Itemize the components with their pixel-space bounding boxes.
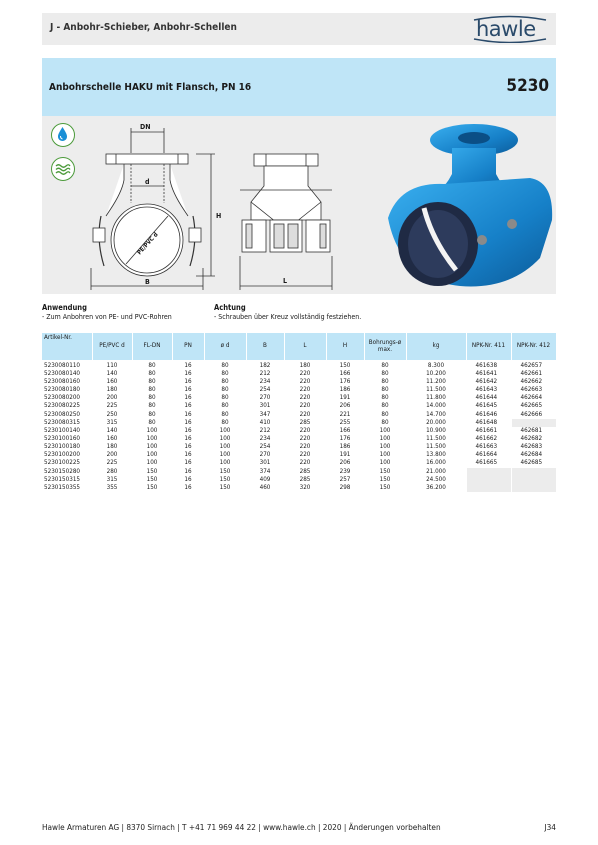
table-row xyxy=(42,451,556,459)
table-cell: 461662 xyxy=(466,435,511,443)
table-header: L xyxy=(284,333,326,360)
table-cell: 410 xyxy=(246,419,284,427)
table-cell: 16 xyxy=(172,378,204,386)
table-row xyxy=(42,370,556,378)
table-cell: 80 xyxy=(204,370,246,378)
water-drop-icon xyxy=(51,123,75,147)
table-cell xyxy=(466,484,511,492)
table-cell: 150 xyxy=(364,476,406,484)
table-cell: 460 xyxy=(246,484,284,492)
table-cell: 16 xyxy=(172,403,204,411)
table-cell: 100 xyxy=(364,451,406,459)
table-row xyxy=(42,443,556,451)
page-footer xyxy=(42,822,556,832)
table-cell: 5230150280 xyxy=(42,468,92,476)
anwendung-block xyxy=(42,304,172,321)
l-label: L xyxy=(283,277,288,285)
table-cell: 462661 xyxy=(511,370,556,378)
table-cell: 11.500 xyxy=(406,435,466,443)
product-name: Anbohrschelle HAKU mit Flansch, PN 16 xyxy=(49,82,252,93)
table-cell: 280 xyxy=(92,468,132,476)
table-cell: 80 xyxy=(132,360,172,370)
table-cell: 80 xyxy=(364,386,406,394)
table-cell: 80 xyxy=(364,411,406,419)
table-cell: 16 xyxy=(172,451,204,459)
table-cell: 220 xyxy=(284,370,326,378)
table-cell: 150 xyxy=(364,484,406,492)
dn-label: DN xyxy=(140,123,151,131)
table-cell: 100 xyxy=(364,460,406,468)
table-cell: 80 xyxy=(364,394,406,402)
table-cell: 239 xyxy=(326,468,364,476)
table-cell: 270 xyxy=(246,451,284,459)
table-cell: 5230080110 xyxy=(42,360,92,370)
table-cell: 150 xyxy=(204,476,246,484)
table-cell: 212 xyxy=(246,427,284,435)
table-cell: 462665 xyxy=(511,403,556,411)
table-cell: 100 xyxy=(132,435,172,443)
table-cell: 100 xyxy=(132,460,172,468)
table-cell: 220 xyxy=(284,378,326,386)
table-cell: 100 xyxy=(204,435,246,443)
achtung-block xyxy=(214,304,361,321)
table-cell: 21.000 xyxy=(406,468,466,476)
table-cell: 150 xyxy=(364,468,406,476)
table-cell: 16 xyxy=(172,484,204,492)
category-title: J - Anbohr-Schieber, Anbohr-Schellen xyxy=(50,22,237,33)
table-cell xyxy=(511,484,556,492)
table-cell: 176 xyxy=(326,378,364,386)
table-cell: 80 xyxy=(364,378,406,386)
table-row xyxy=(42,460,556,468)
footer-text: Hawle Armaturen AG | 8370 Sirnach | T +41 71 969 44 22 | www.hawle.ch | 2020 | Änderungen vorbehalten xyxy=(42,822,441,832)
table-cell: 250 xyxy=(92,411,132,419)
table-cell: 461638 xyxy=(466,360,511,370)
table-cell: 150 xyxy=(132,476,172,484)
table-cell: 461648 xyxy=(466,419,511,427)
table-row xyxy=(42,419,556,427)
h-label: H xyxy=(216,212,222,220)
table-cell: 100 xyxy=(364,427,406,435)
product-code: 5230 xyxy=(506,76,549,96)
table-cell: 5230080250 xyxy=(42,411,92,419)
table-cell: 461641 xyxy=(466,370,511,378)
table-cell: 80 xyxy=(364,419,406,427)
table-cell: 301 xyxy=(246,460,284,468)
table-header: Bohrungs-ø max. xyxy=(364,333,406,360)
table-header: FL-DN xyxy=(132,333,172,360)
table-cell: 220 xyxy=(284,394,326,402)
table-cell: 5230080225 xyxy=(42,403,92,411)
table-cell: 176 xyxy=(326,435,364,443)
table-body xyxy=(42,360,556,492)
table-cell: 80 xyxy=(364,370,406,378)
table-cell: 374 xyxy=(246,468,284,476)
table-row xyxy=(42,468,556,476)
table-cell: 320 xyxy=(284,484,326,492)
table-cell: 180 xyxy=(92,386,132,394)
spec-table xyxy=(42,333,557,492)
table-cell: 5230150315 xyxy=(42,476,92,484)
table-cell: 315 xyxy=(92,476,132,484)
table-cell: 16 xyxy=(172,411,204,419)
pe-pvc-d-label: PE/PVC d xyxy=(136,231,160,257)
table-row xyxy=(42,360,556,370)
table-cell: 220 xyxy=(284,451,326,459)
table-cell: 461645 xyxy=(466,403,511,411)
table-header: NPK-Nr. 412 xyxy=(511,333,556,360)
table-cell: 5230100140 xyxy=(42,427,92,435)
product-image-area xyxy=(42,116,556,294)
logo-text: hawle xyxy=(476,17,536,41)
table-cell: 301 xyxy=(246,403,284,411)
table-row xyxy=(42,394,556,402)
table-cell: 150 xyxy=(132,468,172,476)
table-header: kg xyxy=(406,333,466,360)
table-cell: 461663 xyxy=(466,443,511,451)
table-cell: 220 xyxy=(284,435,326,443)
table-cell: 10.200 xyxy=(406,370,466,378)
hawle-logo xyxy=(470,15,550,43)
table-cell: 182 xyxy=(246,360,284,370)
table-cell: 16 xyxy=(172,460,204,468)
table-cell: 100 xyxy=(204,427,246,435)
table-header: H xyxy=(326,333,364,360)
table-cell: 16 xyxy=(172,419,204,427)
table-cell: 100 xyxy=(132,427,172,435)
table-cell: 24.500 xyxy=(406,476,466,484)
table-cell: 220 xyxy=(284,403,326,411)
table-cell: 80 xyxy=(204,394,246,402)
table-cell: 16 xyxy=(172,435,204,443)
table-row xyxy=(42,435,556,443)
table-cell: 5230080180 xyxy=(42,386,92,394)
table-header: B xyxy=(246,333,284,360)
anwendung-title: Anwendung xyxy=(42,303,87,312)
table-cell: 5230080160 xyxy=(42,378,92,386)
table-cell: 5230150355 xyxy=(42,484,92,492)
table-cell: 150 xyxy=(132,484,172,492)
table-cell: 16 xyxy=(172,394,204,402)
table-cell: 5230080140 xyxy=(42,370,92,378)
section-drawing xyxy=(76,118,224,293)
table-cell: 11.800 xyxy=(406,394,466,402)
table-cell: 200 xyxy=(92,394,132,402)
table-row xyxy=(42,427,556,435)
table-cell: 462681 xyxy=(511,427,556,435)
water-wave-icon xyxy=(51,157,75,181)
table-cell: 234 xyxy=(246,378,284,386)
product-photo xyxy=(380,120,556,292)
table-cell: 140 xyxy=(92,370,132,378)
table-cell: 462664 xyxy=(511,394,556,402)
table-row xyxy=(42,476,556,484)
table-cell xyxy=(511,468,556,476)
page-header xyxy=(42,13,556,45)
table-cell: 100 xyxy=(204,451,246,459)
table-cell: 298 xyxy=(326,484,364,492)
table-cell: 16 xyxy=(172,476,204,484)
table-cell: 270 xyxy=(246,394,284,402)
table-cell: 180 xyxy=(284,360,326,370)
b-label: B xyxy=(145,278,150,286)
table-cell: 220 xyxy=(284,443,326,451)
table-cell: 16 xyxy=(172,386,204,394)
table-cell: 16 xyxy=(172,370,204,378)
table-cell: 11.500 xyxy=(406,386,466,394)
table-cell: 225 xyxy=(92,460,132,468)
table-cell xyxy=(466,476,511,484)
table-cell: 80 xyxy=(364,360,406,370)
table-cell: 220 xyxy=(284,411,326,419)
table-row xyxy=(42,411,556,419)
table-cell: 191 xyxy=(326,394,364,402)
table-cell: 5230100225 xyxy=(42,460,92,468)
table-cell: 461665 xyxy=(466,460,511,468)
table-cell: 315 xyxy=(92,419,132,427)
table-cell: 180 xyxy=(92,443,132,451)
table-cell: 80 xyxy=(132,370,172,378)
table-cell: 5230080315 xyxy=(42,419,92,427)
table-cell: 80 xyxy=(204,403,246,411)
table-cell: 212 xyxy=(246,370,284,378)
table-row xyxy=(42,403,556,411)
table-cell: 20.000 xyxy=(406,419,466,427)
table-cell: 220 xyxy=(284,427,326,435)
table-cell: 461661 xyxy=(466,427,511,435)
table-cell xyxy=(511,419,556,427)
table-cell: 462685 xyxy=(511,460,556,468)
table-cell: 5230100200 xyxy=(42,451,92,459)
table-cell xyxy=(511,476,556,484)
page-number: J34 xyxy=(544,822,556,832)
table-cell: 80 xyxy=(132,386,172,394)
table-cell: 100 xyxy=(132,443,172,451)
table-cell: 409 xyxy=(246,476,284,484)
table-cell: 80 xyxy=(132,378,172,386)
table-cell: 80 xyxy=(132,419,172,427)
table-cell: 8.300 xyxy=(406,360,466,370)
table-cell: 5230100180 xyxy=(42,443,92,451)
table-cell: 225 xyxy=(92,403,132,411)
table-cell: 355 xyxy=(92,484,132,492)
table-cell: 462684 xyxy=(511,451,556,459)
table-cell: 80 xyxy=(132,403,172,411)
table-cell: 200 xyxy=(92,451,132,459)
table-cell: 5230080200 xyxy=(42,394,92,402)
achtung-title: Achtung xyxy=(214,303,246,312)
table-cell: 462682 xyxy=(511,435,556,443)
table-cell: 461664 xyxy=(466,451,511,459)
table-cell: 80 xyxy=(204,419,246,427)
side-drawing xyxy=(226,146,346,293)
table-cell: 462666 xyxy=(511,411,556,419)
table-cell: 110 xyxy=(92,360,132,370)
table-cell: 462663 xyxy=(511,386,556,394)
table-cell: 160 xyxy=(92,435,132,443)
table-cell: 160 xyxy=(92,378,132,386)
table-cell: 461643 xyxy=(466,386,511,394)
table-row xyxy=(42,378,556,386)
table-header-row xyxy=(42,333,556,360)
table-cell: 80 xyxy=(204,386,246,394)
table-cell: 186 xyxy=(326,443,364,451)
table-cell: 16 xyxy=(172,468,204,476)
table-cell: 11.200 xyxy=(406,378,466,386)
table-cell: 80 xyxy=(204,360,246,370)
table-cell: 221 xyxy=(326,411,364,419)
table-cell: 220 xyxy=(284,460,326,468)
table-cell: 5230100160 xyxy=(42,435,92,443)
table-cell: 16 xyxy=(172,443,204,451)
table-cell: 100 xyxy=(364,443,406,451)
product-bar xyxy=(42,58,556,116)
table-cell: 257 xyxy=(326,476,364,484)
table-cell: 80 xyxy=(132,411,172,419)
table-header: ø d xyxy=(204,333,246,360)
table-cell: 461646 xyxy=(466,411,511,419)
table-cell: 255 xyxy=(326,419,364,427)
table-row xyxy=(42,386,556,394)
table-cell: 16.000 xyxy=(406,460,466,468)
table-cell: 206 xyxy=(326,460,364,468)
table-cell: 16 xyxy=(172,360,204,370)
table-cell: 80 xyxy=(132,394,172,402)
table-cell: 234 xyxy=(246,435,284,443)
table-header: Artikel-Nr. xyxy=(42,333,92,360)
table-cell: 14.000 xyxy=(406,403,466,411)
table-cell: 150 xyxy=(204,484,246,492)
table-cell: 347 xyxy=(246,411,284,419)
table-cell: 461644 xyxy=(466,394,511,402)
table-header: PE/PVC d xyxy=(92,333,132,360)
table-cell: 166 xyxy=(326,427,364,435)
table-cell: 254 xyxy=(246,443,284,451)
table-row xyxy=(42,484,556,492)
anwendung-text: - Zum Anbohren von PE- und PVC-Rohren xyxy=(42,312,172,321)
table-cell: 14.700 xyxy=(406,411,466,419)
achtung-text: - Schrauben über Kreuz vollständig festziehen. xyxy=(214,312,362,321)
table-cell: 150 xyxy=(204,468,246,476)
table-cell: 462683 xyxy=(511,443,556,451)
table-cell: 206 xyxy=(326,403,364,411)
table-cell: 461642 xyxy=(466,378,511,386)
table-cell: 150 xyxy=(326,360,364,370)
table-cell: 36.200 xyxy=(406,484,466,492)
table-cell: 10.900 xyxy=(406,427,466,435)
table-cell: 191 xyxy=(326,451,364,459)
table-cell: 13.800 xyxy=(406,451,466,459)
table-cell: 166 xyxy=(326,370,364,378)
table-cell: 16 xyxy=(172,427,204,435)
table-header: PN xyxy=(172,333,204,360)
table-cell: 462662 xyxy=(511,378,556,386)
d-label: d xyxy=(145,178,150,186)
table-cell: 80 xyxy=(364,403,406,411)
table-cell: 80 xyxy=(204,411,246,419)
table-cell xyxy=(466,468,511,476)
table-cell: 11.500 xyxy=(406,443,466,451)
table-cell: 285 xyxy=(284,419,326,427)
table-cell: 254 xyxy=(246,386,284,394)
table-cell: 220 xyxy=(284,386,326,394)
table-header: NPK-Nr. 411 xyxy=(466,333,511,360)
table-cell: 462657 xyxy=(511,360,556,370)
table-cell: 285 xyxy=(284,468,326,476)
table-cell: 100 xyxy=(204,460,246,468)
table-cell: 80 xyxy=(204,378,246,386)
table-cell: 100 xyxy=(132,451,172,459)
table-cell: 100 xyxy=(364,435,406,443)
table-cell: 186 xyxy=(326,386,364,394)
table-cell: 285 xyxy=(284,476,326,484)
table-cell: 100 xyxy=(204,443,246,451)
table-cell: 140 xyxy=(92,427,132,435)
